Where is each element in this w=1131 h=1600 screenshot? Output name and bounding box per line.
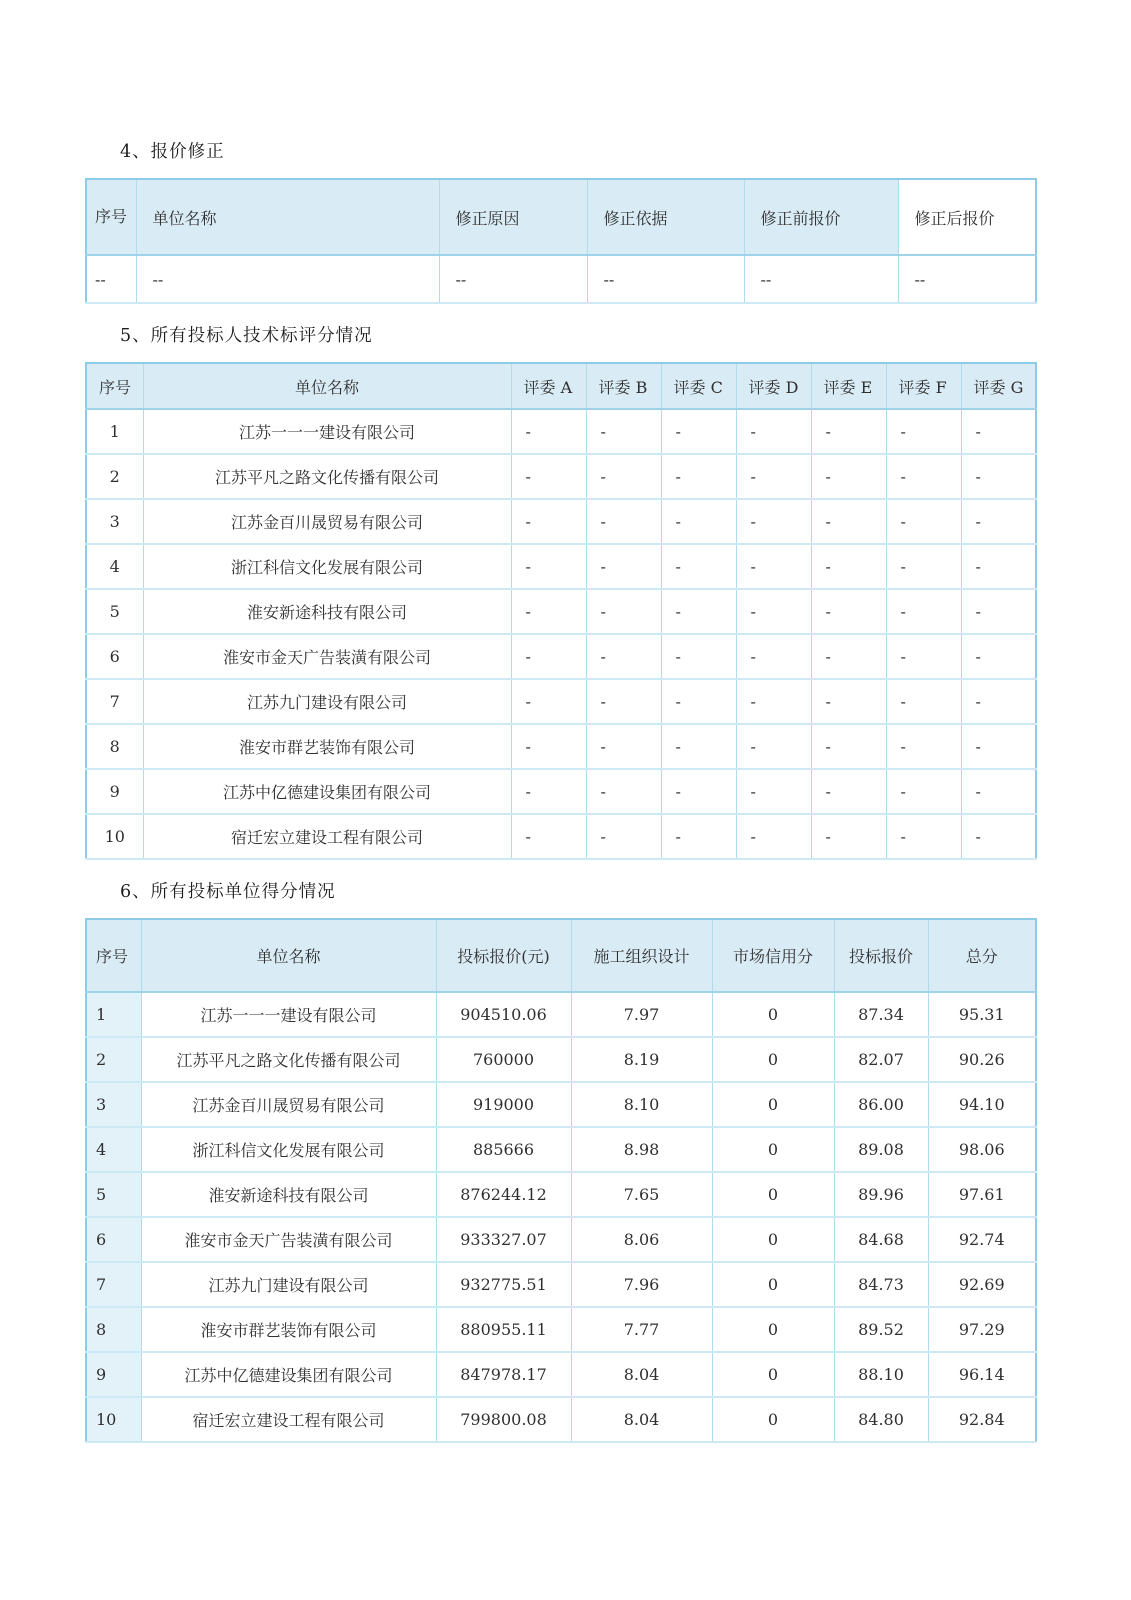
cell-price: 82.07 <box>834 1037 928 1082</box>
cell-e: - <box>811 499 886 544</box>
cell-bid: 880955.11 <box>436 1307 571 1352</box>
cell-price: 88.10 <box>834 1352 928 1397</box>
column-header-name: 单位名称 <box>136 179 439 255</box>
cell-c: - <box>661 409 736 454</box>
cell-e: - <box>811 409 886 454</box>
cell-credit: 0 <box>712 1307 834 1352</box>
cell-basis: -- <box>587 255 744 303</box>
cell-total: 92.74 <box>928 1217 1036 1262</box>
cell-num: 8 <box>86 724 143 769</box>
cell-name: 淮安市金天广告装潢有限公司 <box>143 634 511 679</box>
cell-design: 8.06 <box>571 1217 712 1262</box>
cell-c: - <box>661 724 736 769</box>
table-row <box>86 1262 1036 1307</box>
cell-b: - <box>586 634 661 679</box>
table-row <box>86 255 1036 303</box>
column-header-after: 修正后报价 <box>898 179 1036 255</box>
cell-name: 江苏一一一建设有限公司 <box>143 409 511 454</box>
cell-d: - <box>736 634 811 679</box>
cell-c: - <box>661 634 736 679</box>
cell-g: - <box>961 409 1036 454</box>
cell-e: - <box>811 634 886 679</box>
cell-g: - <box>961 634 1036 679</box>
cell-name: 宿迁宏立建设工程有限公司 <box>141 1397 436 1442</box>
column-header-before: 修正前报价 <box>744 179 898 255</box>
cell-a: - <box>511 724 586 769</box>
cell-c: - <box>661 454 736 499</box>
cell-total: 97.29 <box>928 1307 1036 1352</box>
cell-g: - <box>961 589 1036 634</box>
cell-design: 7.65 <box>571 1172 712 1217</box>
cell-name: 江苏金百川晟贸易有限公司 <box>141 1082 436 1127</box>
cell-total: 94.10 <box>928 1082 1036 1127</box>
cell-price: 84.68 <box>834 1217 928 1262</box>
cell-f: - <box>886 634 961 679</box>
cell-num: 5 <box>86 1172 141 1217</box>
cell-e: - <box>811 724 886 769</box>
cell-name: 江苏平凡之路文化传播有限公司 <box>141 1037 436 1082</box>
cell-total: 96.14 <box>928 1352 1036 1397</box>
column-header-c: 评委 C <box>661 363 736 409</box>
cell-e: - <box>811 769 886 814</box>
cell-num: 2 <box>86 1037 141 1082</box>
cell-num: 3 <box>86 1082 141 1127</box>
cell-name: 浙江科信文化发展有限公司 <box>143 544 511 589</box>
cell-num: 9 <box>86 769 143 814</box>
cell-design: 7.97 <box>571 992 712 1037</box>
table-row <box>86 634 1036 679</box>
cell-total: 97.61 <box>928 1172 1036 1217</box>
table-row <box>86 1082 1036 1127</box>
cell-g: - <box>961 679 1036 724</box>
cell-total: 98.06 <box>928 1127 1036 1172</box>
cell-name: 江苏中亿德建设集团有限公司 <box>141 1352 436 1397</box>
cell-total: 92.84 <box>928 1397 1036 1442</box>
section-title-technical-scores: 5、所有投标人技术标评分情况 <box>120 326 373 346</box>
cell-f: - <box>886 724 961 769</box>
cell-bid: 799800.08 <box>436 1397 571 1442</box>
cell-credit: 0 <box>712 992 834 1037</box>
cell-g: - <box>961 544 1036 589</box>
cell-design: 8.04 <box>571 1397 712 1442</box>
cell-a: - <box>511 409 586 454</box>
cell-b: - <box>586 409 661 454</box>
cell-f: - <box>886 454 961 499</box>
cell-price: 89.08 <box>834 1127 928 1172</box>
cell-c: - <box>661 544 736 589</box>
cell-total: 95.31 <box>928 992 1036 1037</box>
cell-bid: 885666 <box>436 1127 571 1172</box>
cell-d: - <box>736 454 811 499</box>
table-row <box>86 814 1036 859</box>
column-header-num: 序号 <box>86 363 143 409</box>
cell-b: - <box>586 769 661 814</box>
cell-d: - <box>736 409 811 454</box>
table-row <box>86 1397 1036 1442</box>
cell-e: - <box>811 589 886 634</box>
cell-d: - <box>736 814 811 859</box>
cell-bid: 919000 <box>436 1082 571 1127</box>
cell-f: - <box>886 769 961 814</box>
cell-credit: 0 <box>712 1262 834 1307</box>
cell-design: 7.96 <box>571 1262 712 1307</box>
cell-g: - <box>961 454 1036 499</box>
cell-a: - <box>511 679 586 724</box>
cell-bid: 760000 <box>436 1037 571 1082</box>
column-header-reason: 修正原因 <box>439 179 587 255</box>
cell-name: 江苏金百川晟贸易有限公司 <box>143 499 511 544</box>
cell-total: 90.26 <box>928 1037 1036 1082</box>
cell-num: 3 <box>86 499 143 544</box>
cell-name: 淮安市群艺装饰有限公司 <box>143 724 511 769</box>
cell-num: 1 <box>86 409 143 454</box>
cell-d: - <box>736 589 811 634</box>
cell-num: 4 <box>86 544 143 589</box>
cell-bid: 904510.06 <box>436 992 571 1037</box>
cell-design: 8.10 <box>571 1082 712 1127</box>
cell-f: - <box>886 499 961 544</box>
cell-name: 淮安新途科技有限公司 <box>143 589 511 634</box>
table-row <box>86 1352 1036 1397</box>
technical-scores-table <box>85 362 1037 860</box>
cell-d: - <box>736 544 811 589</box>
cell-num: 9 <box>86 1352 141 1397</box>
cell-num: -- <box>86 255 136 303</box>
cell-price: 89.52 <box>834 1307 928 1352</box>
cell-price: 84.80 <box>834 1397 928 1442</box>
cell-f: - <box>886 814 961 859</box>
cell-price: 87.34 <box>834 992 928 1037</box>
cell-name: 淮安市群艺装饰有限公司 <box>141 1307 436 1352</box>
cell-e: - <box>811 454 886 499</box>
cell-name: 淮安新途科技有限公司 <box>141 1172 436 1217</box>
cell-after: -- <box>898 255 1036 303</box>
price-correction-table <box>85 178 1037 304</box>
cell-g: - <box>961 499 1036 544</box>
cell-bid: 876244.12 <box>436 1172 571 1217</box>
section-title-total-scores: 6、所有投标单位得分情况 <box>120 882 336 902</box>
cell-design: 8.19 <box>571 1037 712 1082</box>
cell-name: 江苏九门建设有限公司 <box>141 1262 436 1307</box>
cell-a: - <box>511 769 586 814</box>
cell-num: 10 <box>86 814 143 859</box>
cell-d: - <box>736 499 811 544</box>
cell-f: - <box>886 589 961 634</box>
cell-num: 6 <box>86 1217 141 1262</box>
column-header-basis: 修正依据 <box>587 179 744 255</box>
table-row <box>86 679 1036 724</box>
cell-a: - <box>511 634 586 679</box>
column-header-name: 单位名称 <box>141 919 436 992</box>
column-header-f: 评委 F <box>886 363 961 409</box>
table-row <box>86 409 1036 454</box>
cell-credit: 0 <box>712 1217 834 1262</box>
cell-a: - <box>511 589 586 634</box>
cell-name: 淮安市金天广告装潢有限公司 <box>141 1217 436 1262</box>
cell-num: 8 <box>86 1307 141 1352</box>
cell-b: - <box>586 544 661 589</box>
cell-total: 92.69 <box>928 1262 1036 1307</box>
table-row <box>86 499 1036 544</box>
cell-c: - <box>661 679 736 724</box>
table-row <box>86 1217 1036 1262</box>
cell-price: 89.96 <box>834 1172 928 1217</box>
header-row <box>86 179 1036 255</box>
cell-bid: 933327.07 <box>436 1217 571 1262</box>
document-page <box>85 0 1035 1443</box>
cell-c: - <box>661 589 736 634</box>
table-row <box>86 589 1036 634</box>
column-header-e: 评委 E <box>811 363 886 409</box>
cell-b: - <box>586 724 661 769</box>
cell-num: 6 <box>86 634 143 679</box>
cell-e: - <box>811 679 886 724</box>
cell-f: - <box>886 409 961 454</box>
cell-num: 1 <box>86 992 141 1037</box>
cell-num: 7 <box>86 1262 141 1307</box>
table-row <box>86 769 1036 814</box>
table-row <box>86 724 1036 769</box>
cell-bid: 932775.51 <box>436 1262 571 1307</box>
table-row <box>86 454 1036 499</box>
cell-name: -- <box>136 255 439 303</box>
cell-name: 江苏平凡之路文化传播有限公司 <box>143 454 511 499</box>
cell-credit: 0 <box>712 1172 834 1217</box>
cell-design: 8.04 <box>571 1352 712 1397</box>
cell-c: - <box>661 769 736 814</box>
cell-name: 江苏中亿德建设集团有限公司 <box>143 769 511 814</box>
table-row <box>86 1307 1036 1352</box>
cell-num: 7 <box>86 679 143 724</box>
cell-d: - <box>736 724 811 769</box>
header-row <box>86 363 1036 409</box>
column-header-d: 评委 D <box>736 363 811 409</box>
cell-a: - <box>511 499 586 544</box>
cell-c: - <box>661 499 736 544</box>
section-title-price-correction: 4、报价修正 <box>120 142 225 162</box>
cell-num: 2 <box>86 454 143 499</box>
table-row <box>86 1127 1036 1172</box>
cell-credit: 0 <box>712 1127 834 1172</box>
cell-b: - <box>586 679 661 724</box>
cell-credit: 0 <box>712 1397 834 1442</box>
cell-credit: 0 <box>712 1352 834 1397</box>
cell-e: - <box>811 544 886 589</box>
cell-num: 5 <box>86 589 143 634</box>
cell-price: 84.73 <box>834 1262 928 1307</box>
cell-design: 7.77 <box>571 1307 712 1352</box>
cell-g: - <box>961 814 1036 859</box>
cell-d: - <box>736 769 811 814</box>
cell-a: - <box>511 454 586 499</box>
column-header-name: 单位名称 <box>143 363 511 409</box>
cell-price: 86.00 <box>834 1082 928 1127</box>
cell-name: 浙江科信文化发展有限公司 <box>141 1127 436 1172</box>
cell-num: 10 <box>86 1397 141 1442</box>
cell-b: - <box>586 589 661 634</box>
header-row <box>86 919 1036 992</box>
column-header-num: 序号 <box>86 919 141 992</box>
cell-design: 8.98 <box>571 1127 712 1172</box>
cell-b: - <box>586 814 661 859</box>
column-header-total: 总分 <box>928 919 1036 992</box>
cell-credit: 0 <box>712 1082 834 1127</box>
column-header-bid: 投标报价(元) <box>436 919 571 992</box>
cell-name: 江苏一一一建设有限公司 <box>141 992 436 1037</box>
column-header-g: 评委 G <box>961 363 1036 409</box>
column-header-num: 序号 <box>86 179 136 255</box>
column-header-a: 评委 A <box>511 363 586 409</box>
table-row <box>86 992 1036 1037</box>
cell-g: - <box>961 769 1036 814</box>
cell-bid: 847978.17 <box>436 1352 571 1397</box>
cell-g: - <box>961 724 1036 769</box>
cell-c: - <box>661 814 736 859</box>
table-row <box>86 1172 1036 1217</box>
column-header-design: 施工组织设计 <box>571 919 712 992</box>
cell-name: 江苏九门建设有限公司 <box>143 679 511 724</box>
total-scores-table <box>85 918 1037 1443</box>
cell-f: - <box>886 544 961 589</box>
cell-f: - <box>886 679 961 724</box>
cell-b: - <box>586 499 661 544</box>
cell-reason: -- <box>439 255 587 303</box>
cell-num: 4 <box>86 1127 141 1172</box>
column-header-credit: 市场信用分 <box>712 919 834 992</box>
cell-b: - <box>586 454 661 499</box>
cell-a: - <box>511 544 586 589</box>
cell-name: 宿迁宏立建设工程有限公司 <box>143 814 511 859</box>
cell-before: -- <box>744 255 898 303</box>
cell-e: - <box>811 814 886 859</box>
cell-d: - <box>736 679 811 724</box>
column-header-b: 评委 B <box>586 363 661 409</box>
table-row <box>86 544 1036 589</box>
cell-credit: 0 <box>712 1037 834 1082</box>
table-row <box>86 1037 1036 1082</box>
column-header-price: 投标报价 <box>834 919 928 992</box>
cell-a: - <box>511 814 586 859</box>
